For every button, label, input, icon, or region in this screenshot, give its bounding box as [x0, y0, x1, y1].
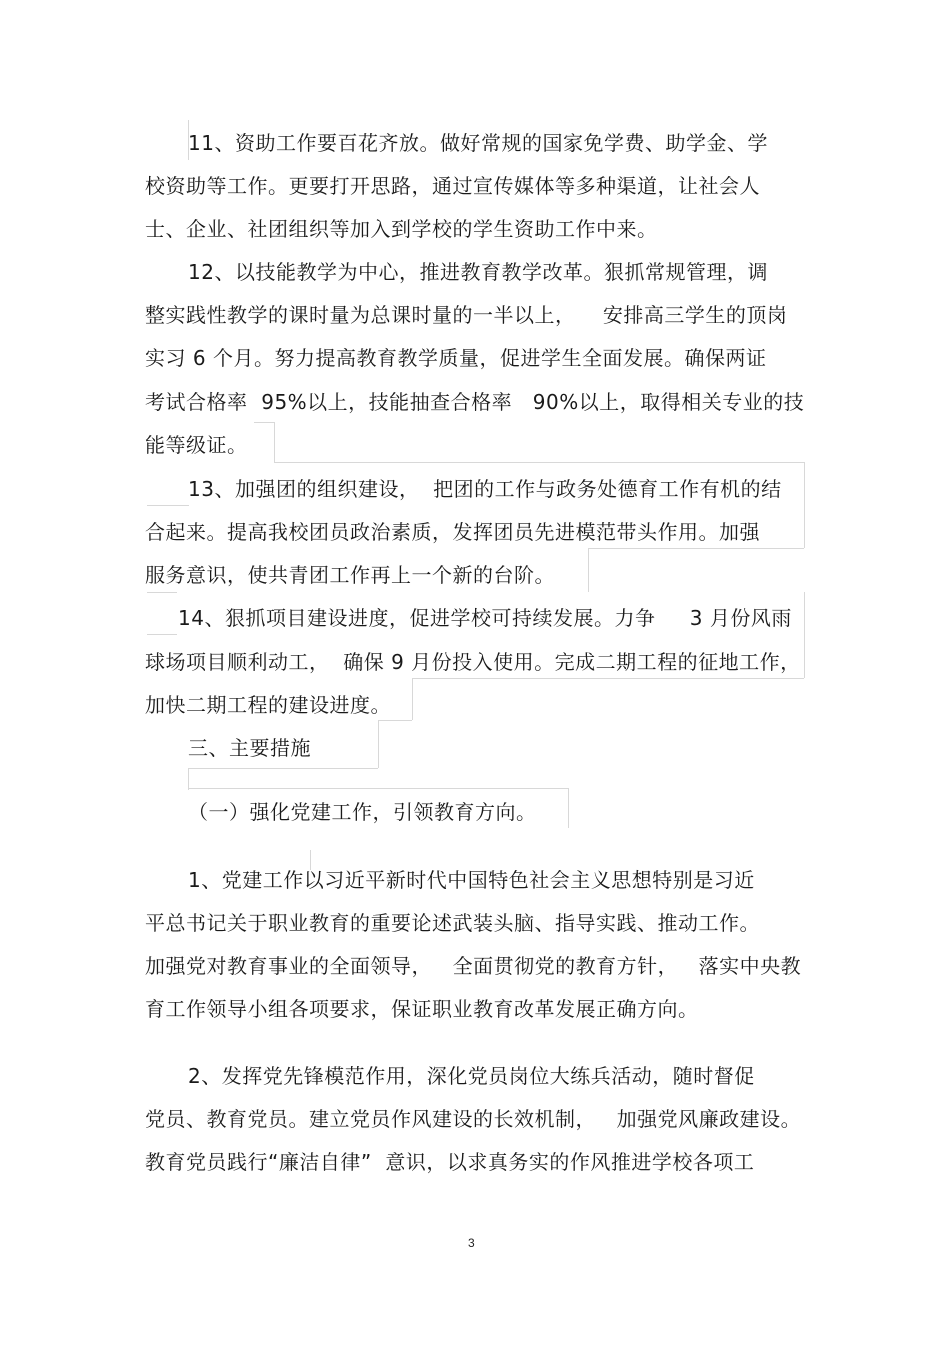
section-heading: 三、主要措施 [188, 736, 311, 760]
text-line: 教育党员践行“廉洁自律” 意识，以求真务实的作风推进学校各项工 [145, 1150, 755, 1174]
rule-fragment [254, 422, 274, 423]
text-line: 平总书记关于职业教育的重要论述武装头脑、指导实践、推动工作。 [145, 911, 760, 935]
rule-fragment [188, 768, 378, 769]
text-line: 实习 6 个月。努力提高教育教学质量，促进学生全面发展。确保两证 [145, 346, 767, 370]
text-line: 考试合格率 95%以上，技能抽查合格率 90%以上，取得相关专业的技 [145, 390, 805, 414]
rule-fragment [412, 678, 804, 679]
rule-fragment [147, 592, 177, 593]
text-line: 校资助等工作。更要打开思路，通过宣传媒体等多种渠道，让社会人 [145, 174, 760, 198]
rule-fragment [568, 788, 569, 828]
text-line: 14、狠抓项目建设进度，促进学校可持续发展。力争 3 月份风雨 [178, 606, 792, 630]
rule-fragment [588, 548, 589, 592]
rule-fragment [147, 505, 189, 506]
rule-fragment [378, 720, 379, 768]
text-line: 能等级证。 [145, 433, 248, 457]
text-line: 11、资助工作要百花齐放。做好常规的国家免学费、助学金、学 [188, 131, 768, 155]
text-line: 2、发挥党先锋模范作用，深化党员岗位大练兵活动，随时督促 [188, 1064, 755, 1088]
rule-fragment [188, 768, 189, 790]
text-line: 加强党对教育事业的全面领导， 全面贯彻党的教育方针， 落实中央教 [145, 954, 802, 978]
text-line: 12、以技能教学为中心，推进教育教学改革。狠抓常规管理，调 [188, 260, 768, 284]
text-line: 服务意识，使共青团工作再上一个新的台阶。 [145, 563, 555, 587]
text-line: 育工作领导小组各项要求，保证职业教育改革发展正确方向。 [145, 997, 699, 1021]
rule-fragment [804, 592, 805, 678]
page-number: 3 [468, 1236, 475, 1250]
rule-fragment [804, 462, 805, 548]
text-line: 1、党建工作以习近平新时代中国特色社会主义思想特别是习近 [188, 868, 755, 892]
text-line: 整实践性教学的课时量为总课时量的一半以上， 安排高三学生的顶岗 [145, 303, 788, 327]
text-line: 球场项目顺利动工， 确保 9 月份投入使用。完成二期工程的征地工作， [145, 650, 801, 674]
rule-fragment [188, 788, 568, 789]
subsection-heading: （一）强化党建工作，引领教育方向。 [188, 800, 537, 824]
text-line: 党员、教育党员。建立党员作风建设的长效机制， 加强党风廉政建设。 [145, 1107, 802, 1131]
rule-fragment [147, 634, 177, 635]
rule-fragment [588, 548, 804, 549]
rule-fragment [274, 462, 804, 463]
rule-fragment [378, 720, 412, 721]
rule-fragment [274, 422, 275, 462]
text-line: 加快二期工程的建设进度。 [145, 693, 391, 717]
text-line: 13、加强团的组织建设， 把团的工作与政务处德育工作有机的结 [188, 477, 782, 501]
text-line: 合起来。提高我校团员政治素质，发挥团员先进模范带头作用。加强 [145, 520, 760, 544]
rule-fragment [412, 678, 413, 720]
text-line: 士、企业、社团组织等加入到学校的学生资助工作中来。 [145, 217, 658, 241]
